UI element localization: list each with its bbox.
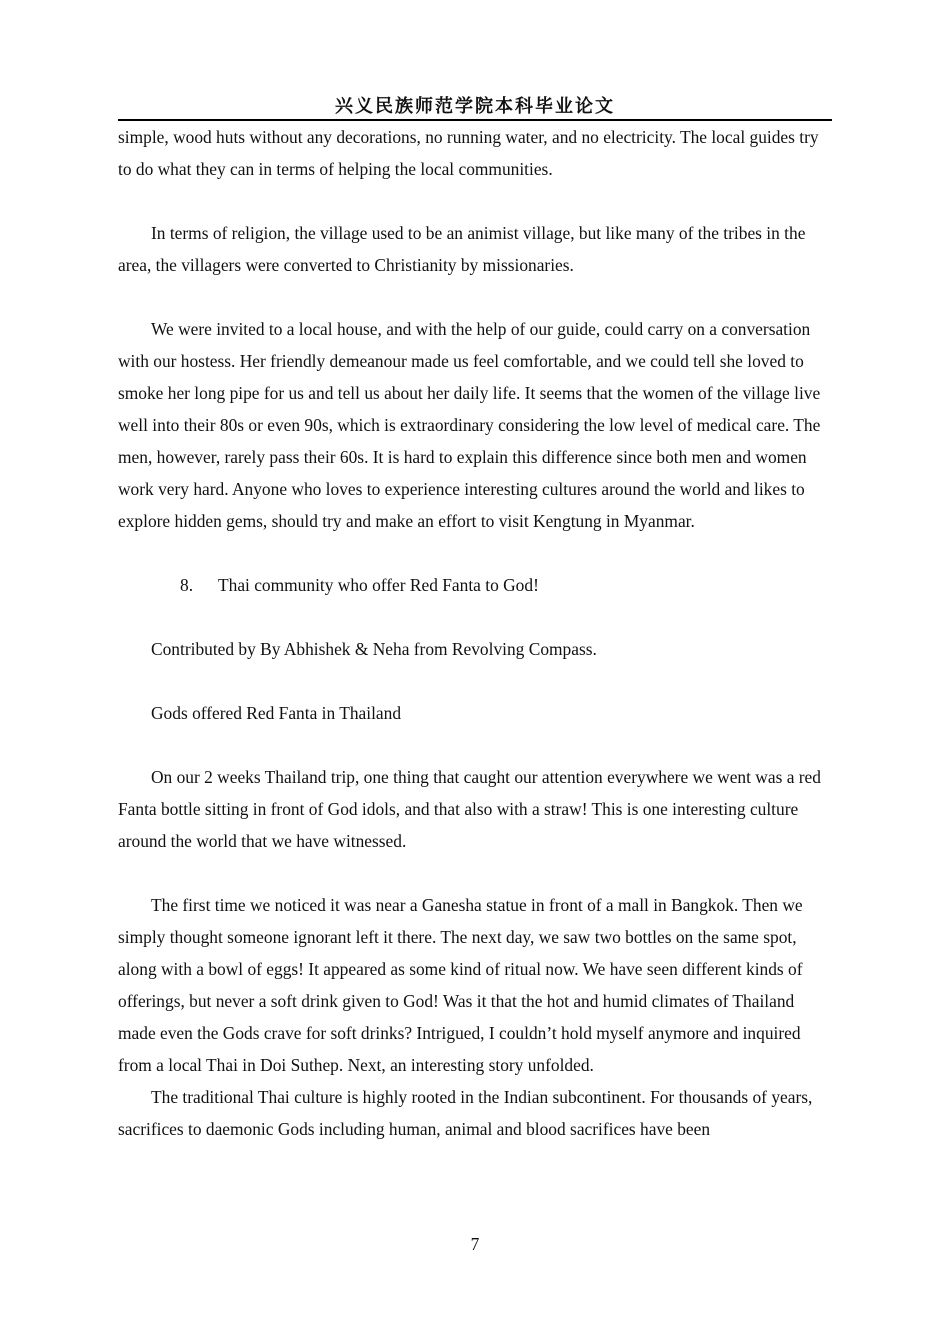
paragraph-thailand-trip: On our 2 weeks Thailand trip, one thing that caught our attention everywhere we went was a red Fanta bottle sitting in front of God idols, and that also with a straw! This is one interesting culture around the world that we have witnessed. bbox=[118, 767, 821, 851]
paragraph-continuation: simple, wood huts without any decorations, no running water, and no electricity. The local guides try to do what they can in terms of helping the local communities. bbox=[118, 127, 819, 179]
paragraph-gap bbox=[118, 185, 832, 217]
paragraph-religion: In terms of religion, the village used to be an animist village, but like many of the tribes in the area, the villagers were converted to Christianity by missionaries. bbox=[118, 223, 806, 275]
contributor-line: Contributed by By Abhishek & Neha from Revolving Compass. bbox=[151, 639, 597, 659]
paragraph-ganesha: The first time we noticed it was near a Ganesha statue in front of a mall in Bangkok. Then we simply thought someone ignorant left it there. The next day, we saw two bottles on the same spot, along with a bowl of eggs! It appeared as some kind of ritual now. We have seen different kinds of offerings, but never a soft drink given to God! Was it that the hot and humid climates of Thailand made even the Gods crave for soft drinks? Intrigued, I couldn’t hold myself anymore and inquired from a local Thai in Doi Suthep. Next, an interesting story unfolded. bbox=[118, 895, 803, 1075]
subheading: Gods offered Red Fanta in Thailand bbox=[151, 703, 402, 723]
page-header-title: 兴义民族师范学院本科毕业论文 bbox=[335, 96, 615, 117]
paragraph-gap bbox=[118, 857, 832, 889]
paragraph-gap bbox=[118, 281, 832, 313]
paragraph-gap bbox=[118, 665, 832, 697]
numbered-section-heading bbox=[118, 569, 832, 601]
paragraph-local-house: We were invited to a local house, and with the help of our guide, could carry on a conversation with our hostess. Her friendly demeanour made us feel comfortable, and we could tell she loved to smoke her long pipe for us and tell us about her daily life. It seems that the women of the village live well into their 80s or even 90s, which is extraordinary considering the low level of medical care. The men, however, rarely pass their 60s. It is hard to explain this difference since both men and women work very hard. Anyone who loves to experience interesting cultures around the world and likes to explore hidden gems, should try and make an effort to visit Kengtung in Myanmar. bbox=[118, 319, 821, 531]
paragraph-traditional-culture: The traditional Thai culture is highly rooted in the Indian subcontinent. For thousands of years, sacrifices to daemonic Gods including human, animal and blood sacrifices have been bbox=[118, 1087, 813, 1139]
paragraph-gap bbox=[118, 729, 832, 761]
page-number: 7 bbox=[470, 1234, 480, 1254]
list-item-text: Thai community who offer Red Fanta to God! bbox=[218, 575, 539, 595]
document-body bbox=[118, 121, 832, 1145]
paragraph-gap bbox=[118, 601, 832, 633]
paragraph-gap bbox=[118, 537, 832, 569]
list-number: 8. bbox=[180, 575, 194, 595]
